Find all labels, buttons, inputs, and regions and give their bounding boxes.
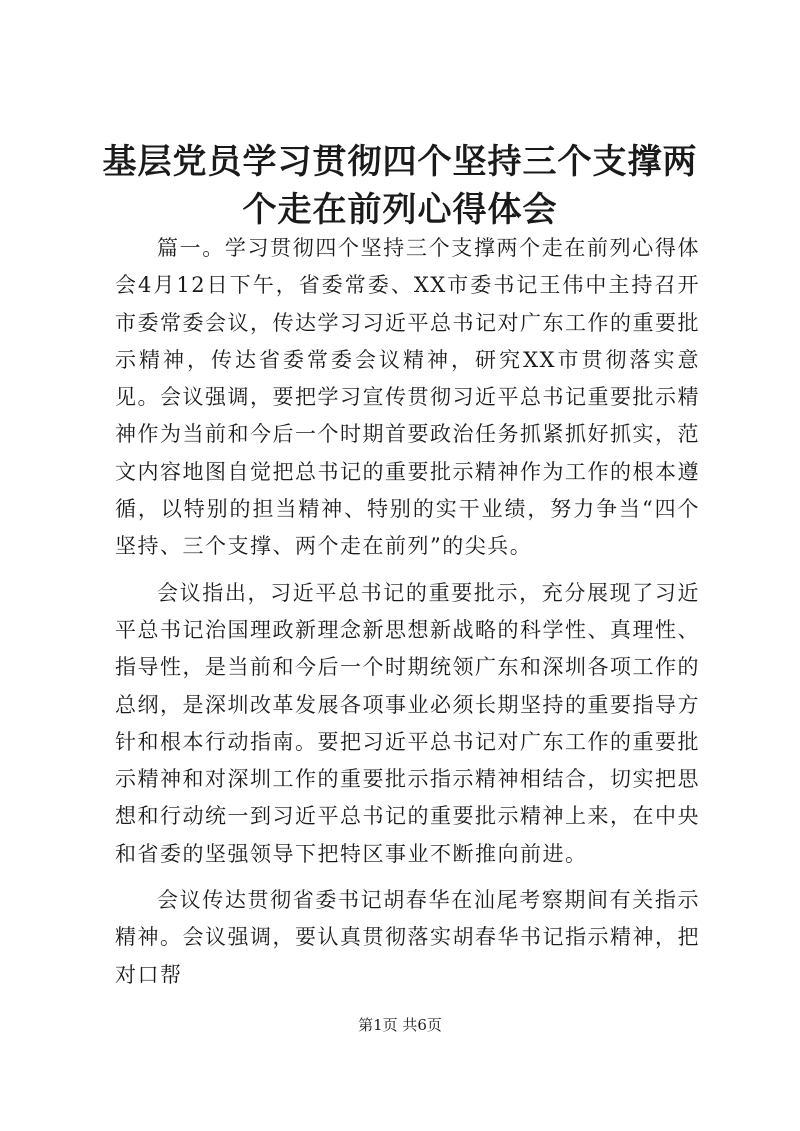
paragraph-1: 篇一。学习贯彻四个坚持三个支撑两个走在前列心得体会4月12日下午，省委常委、XX市委书记王伟中主持召开市委常委会议，传达学习习近平总书记对广东工作的重要批示精神，传达省委常委会议精神，研究XX市贯彻落实意见。会议强调，要把学习宣传贯彻习近平总书记重要批示精神作为当前和今后一个时期首要政治任务抓紧抓好抓实，范文内容地图自觉把总书记的重要批示精神作为工作的根本遵循，以特别的担当精神、特别的实干业绩，努力争当“四个坚持、三个支撑、两个走在前列”的尖兵。 [115,236,700,559]
page-footer: 第1页 共6页 [358,1016,442,1034]
paragraph-3: 会议传达贯彻省委书记胡春华在汕尾考察期间有关指示精神。会议强调，要认真贯彻落实胡春华书记指示精神，把对口帮 [115,888,700,987]
document-body [115,230,700,1003]
document-title: 基层党员学习贯彻四个坚持三个支撑两个走在前列心得体会 [102,142,698,230]
paragraph-2: 会议指出，习近平总书记的重要批示，充分展现了习近平总书记治国理政新理念新思想新战略的科学性、真理性、指导性，是当前和今后一个时期统领广东和深圳各项工作的总纲，是深圳改革发展各项事业必须长期坚持的重要指导方针和根本行动指南。要把习近平总书记对广东工作的重要批示精神和对深圳工作的重要批示指示精神相结合，切实把思想和行动统一到习近平总书记的重要批示精神上来，在中央和省委的坚强领导下把特区事业不断推向前进。 [115,580,700,866]
